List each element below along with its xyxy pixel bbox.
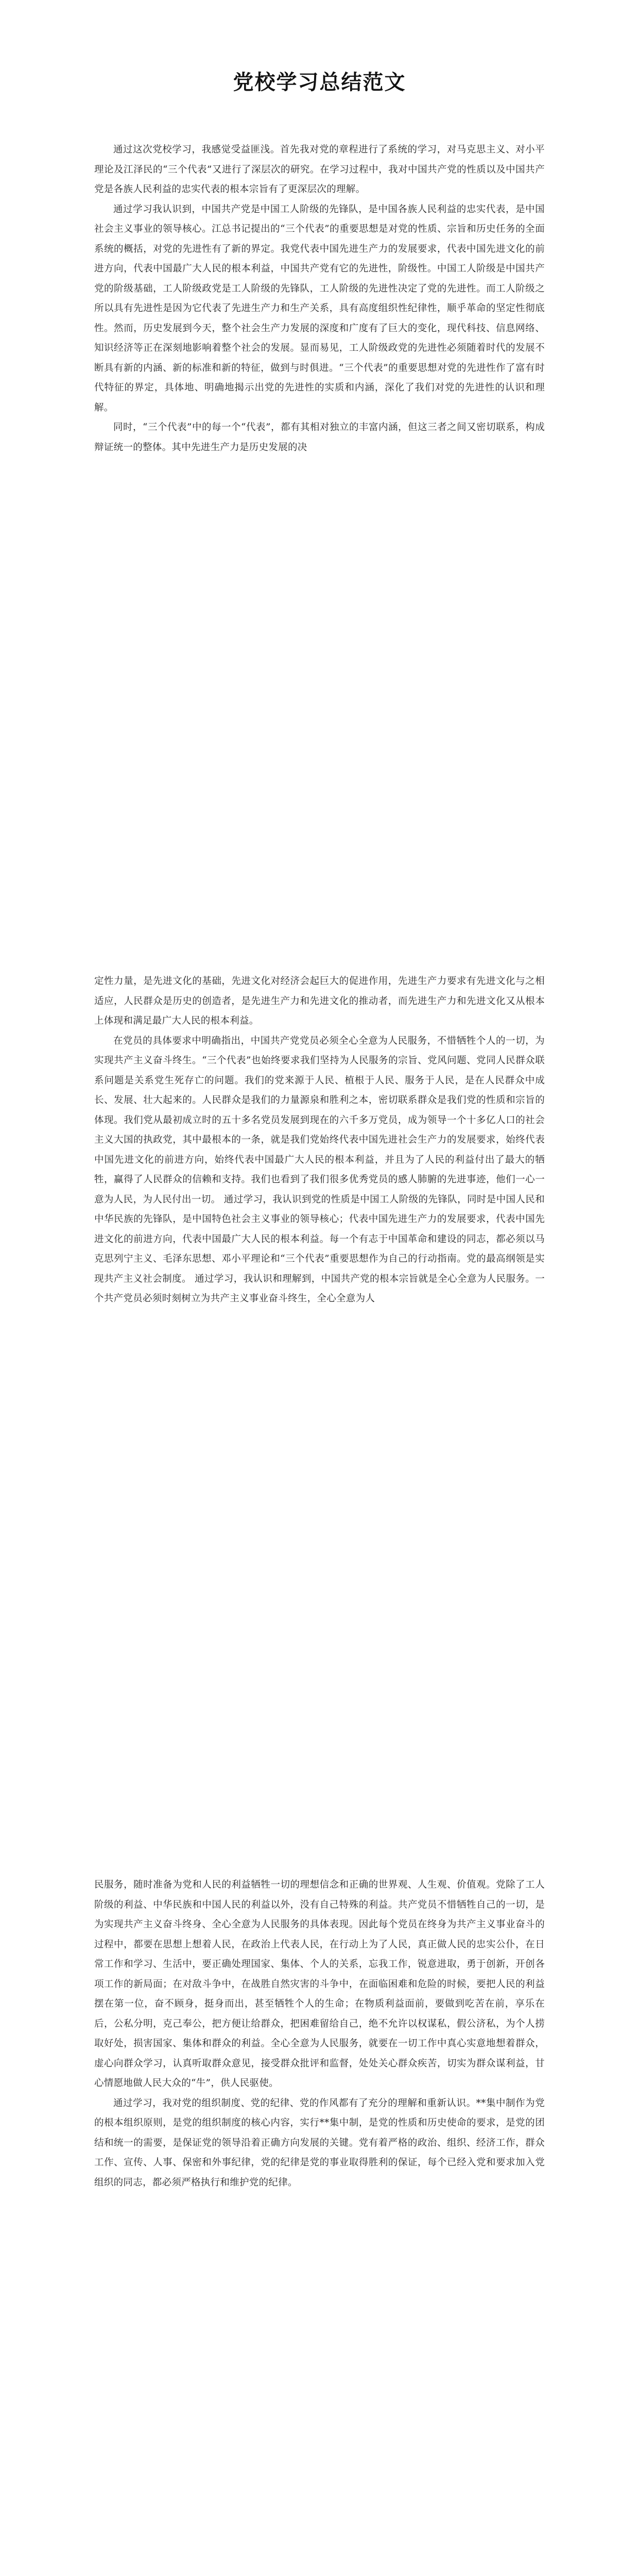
page-2 — [0, 904, 639, 1807]
paragraph: 通过学习我认识到，中国共产党是中国工人阶级的先锋队，是中国各族人民利益的忠实代表，是中国社会主义事业的领导核心。江总书记提出的“三个代表”的重要思想是对党的性质、宗旨和历史任务的全面系统的概括，对党的先进性有了新的界定。我党代表中国先进生产力的发展要求，代表中国先进文化的前进方向，代表中国最广大人民的根本利益，中国共产党有它的先进性，阶级性。中国工人阶级是中国共产党的阶级基础，工人阶级政党是工人阶级的先锋队，工人阶级的先进性决定了党的先进性。而工人阶级之所以具有先进性是因为它代表了先进生产力和生产关系，具有高度组织性纪律性，顺乎革命的坚定性彻底性。然而，历史发展到今天，整个社会生产力发展的深度和广度有了巨大的变化，现代科技、信息网络、知识经济等正在深刻地影响着整个社会的发展。显而易见，工人阶级政党的先进性必须随着时代的发展不断具有新的内涵、新的标准和新的特征，做到与时俱进。“三个代表”的重要思想对党的先进性作了富有时代特征的界定，具体地、明确地揭示出党的先进性的实质和内涵，深化了我们对党的先进性的认识和理解。 — [94, 204, 545, 413]
page-3-body — [94, 1875, 545, 2193]
paragraph: 在党员的具体要求中明确指出，中国共产党党员必须全心全意为人民服务，不惜牺牲个人的一切，为实现共产主义奋斗终生。“三个代表”也始终要求我们坚持为人民服务的宗旨、党风问题、党同人民群众联系问题是关系党生死存亡的问题。我们的党来源于人民、植根于人民、服务于人民，是在人民群众中成长、发展、壮大起来的。人民群众是我们的力量源泉和胜利之本，密切联系群众是我们党的性质和宗旨的体现。我们党从最初成立时的五十多名党员发展到现在的六千多万党员，成为领导一个十多亿人口的社会主义大国的执政党，其中最根本的一条，就是我们党始终代表中国先进社会生产力的发展要求，始终代表中国先进文化的前进方向，始终代表中国最广大人民的根本利益，并且为了人民的利益付出了最大的牺牲，赢得了人民群众的信赖和支持。我们也看到了我们很多优秀党员的感人肺腑的先进事迹，他们一心一意为人民，为人民付出一切。 通过学习，我认识到党的性质是中国工人阶级的先锋队，同时是中国人民和中华民族的先锋队，是中国特色社会主义事业的领导核心；代表中国先进生产力的发展要求，代表中国先进文化的前进方向，代表中国最广大人民的根本利益。每一个有志于中国革命和建设的同志，都必须以马克思列宁主义、毛泽东思想、邓小平理论和“三个代表”重要思想作为自己的行动指南。党的最高纲领是实现共产主义社会制度。 通过学习，我认识和理解到，中国共产党的根本宗旨就是全心全意为人民服务。一个共产党员必须时刻树立为共产主义事业奋斗终生，全心全意为人 — [94, 1035, 545, 1304]
page-2-body — [94, 972, 545, 1309]
paragraph-continued: 定性力量，是先进文化的基础，先进文化对经济会起巨大的促进作用，先进生产力要求有先进文化与之相适应，人民群众是历史的创造者，是先进生产力和先进文化的推动者，而先进生产力和先进文化又从根本上体现和满足最广大人民的根本利益。 — [94, 976, 545, 1026]
paragraph-continued: 民服务，随时准备为党和人民的利益牺牲一切的理想信念和正确的世界观、人生观、价值观。党除了工人阶级的利益、中华民族和中国人民的利益以外，没有自己特殊的利益。共产党员不惜牺牲自己的一切，是为实现共产主义奋斗终身、全心全意为人民服务的具体表现。因此每个党员在终身为共产主义事业奋斗的过程中，都要在思想上想着人民，在政治上代表人民，在行动上为了人民，真正做人民的忠实公仆，在日常工作和学习、生活中，要正确处理国家、集体、个人的关系，忘我工作，锐意进取，勇于创新，开创各项工作的新局面；在对敌斗争中，在战胜自然灾害的斗争中，在面临困难和危险的时候，要把人民的利益摆在第一位，奋不顾身，挺身而出，甚至牺牲个人的生命；在物质利益面前，要做到吃苦在前，享乐在后，公私分明，克己奉公，把方便让给群众，把困难留给自己，绝不允许以权谋私，假公济私，为个人捞取好处，损害国家、集体和群众的利益。全心全意为人民服务，就要在一切工作中真心实意地想着群众，虚心向群众学习，认真听取群众意见，接受群众批评和监督，处处关心群众疾苦，切实为群众谋利益，甘心情愿地做人民大众的“牛”，供人民驱使。 — [94, 1879, 545, 2089]
paragraph: 同时，“三个代表”中的每一个“代表”，都有其相对独立的丰富内涵，但这三者之间又密切联系，构成辩证统一的整体。其中先进生产力是历史发展的决 — [94, 422, 545, 453]
page-3 — [0, 1807, 639, 2576]
paragraph: 通过学习，我对党的组织制度、党的纪律、党的作风都有了充分的理解和重新认识。**集中制作为党的根本组织原则，是党的组织制度的核心内容，实行**集中制，是党的性质和历史使命的要求，是党的团结和统一的需要，是保证党的领导沿着正确方向发展的关键。党有着严格的政治、组织、经济工作，群众工作、宣传、人事、保密和外事纪律，党的纪律是党的事业取得胜利的保证，每个已经入党和要求加入党组织的同志，都必须严格执行和维护党的纪律。 — [94, 2097, 545, 2188]
page-1-body — [94, 140, 545, 457]
paragraph: 通过这次党校学习，我感觉受益匪浅。首先我对党的章程进行了系统的学习，对马克思主义、对小平理论及江泽民的“三个代表”又进行了深层次的研究。在学习过程中，我对中国共产党的性质以及中国共产党是各族人民利益的忠实代表的根本宗旨有了更深层次的理解。 — [94, 144, 545, 195]
page-1 — [0, 0, 639, 904]
page-title: 党校学习总结范文 — [233, 70, 406, 94]
